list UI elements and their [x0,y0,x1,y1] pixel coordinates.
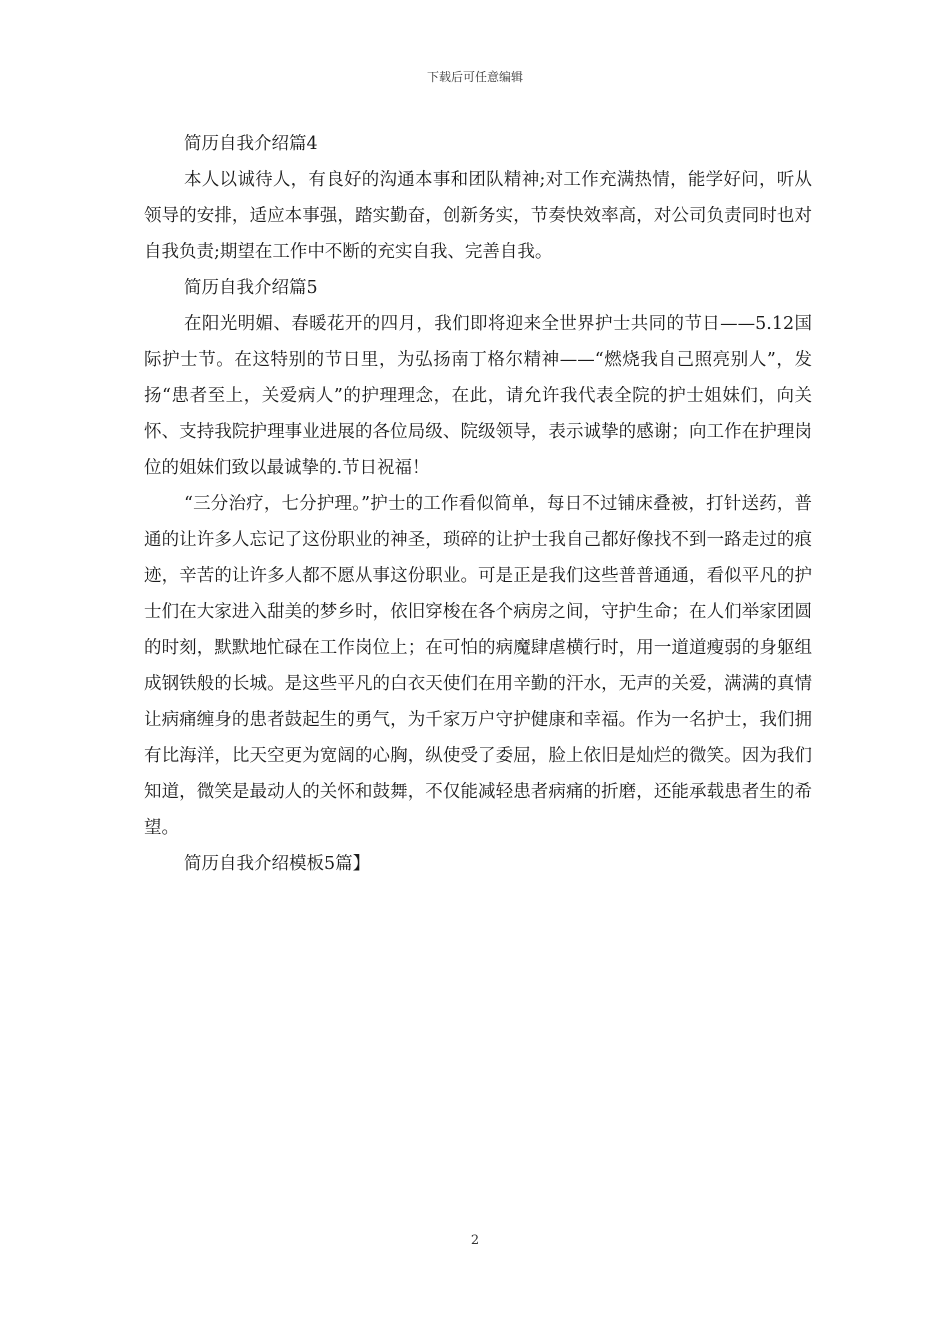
section-heading: 简历自我介绍篇4 [184,134,318,154]
body-paragraph: “三分治疗，七分护理。”护士的工作看似简单，每日不过铺床叠被，打针送药，普通的让许多人忘记了这份职业的神圣，琐碎的让护士我自己都好像找不到一路走过的痕迹，辛苦的让许多人都不愿从事这份职业。可是正是我们这些普普通通，看似平凡的护士们在大家进入甜美的梦乡时，依旧穿梭在各个病房之间，守护生命；在人们举家团圆的时刻，默默地忙碌在工作岗位上；在可怕的病魔肆虐横行时，用一道道瘦弱的身躯组成钢铁般的长城。是这些平凡的白衣天使们在用辛勤的汗水，无声的关爱，满满的真情让病痛缠身的患者鼓起生的勇气，为千家万户守护健康和幸福。作为一名护士，我们拥有比海洋，比天空更为宽阔的心胸，纵使受了委屈，脸上依旧是灿烂的微笑。因为我们知道，微笑是最动人的关怀和鼓舞，不仅能减轻患者病痛的折磨，还能承载患者生的希望。 [144,494,812,838]
page-number: 2 [470,1233,480,1248]
closing-heading: 简历自我介绍模板5篇】 [184,854,371,874]
body-paragraph: 本人以诚待人，有良好的沟通本事和团队精神;对工作充满热情，能学好问，听从领导的安排，适应本事强，踏实勤奋，创新务实，节奏快效率高，对公司负责同时也对自我负责;期望在工作中不断的充实自我、完善自我。 [144,170,812,262]
document-body [144,126,812,882]
body-paragraph: 在阳光明媚、春暖花开的四月，我们即将迎来全世界护士共同的节日——5.12国际护士节。在这特别的节日里，为弘扬南丁格尔精神——“燃烧我自己照亮别人”，发扬“患者至上，关爱病人”的护理理念，在此，请允许我代表全院的护士姐妹们，向关怀、支持我院护理事业进展的各位局级、院级领导，表示诚挚的感谢；向工作在护理岗位的姐妹们致以最诚挚的.节日祝福！ [144,314,812,478]
section-heading: 简历自我介绍篇5 [184,278,318,298]
page-header: 下载后可任意编辑 [426,70,523,84]
